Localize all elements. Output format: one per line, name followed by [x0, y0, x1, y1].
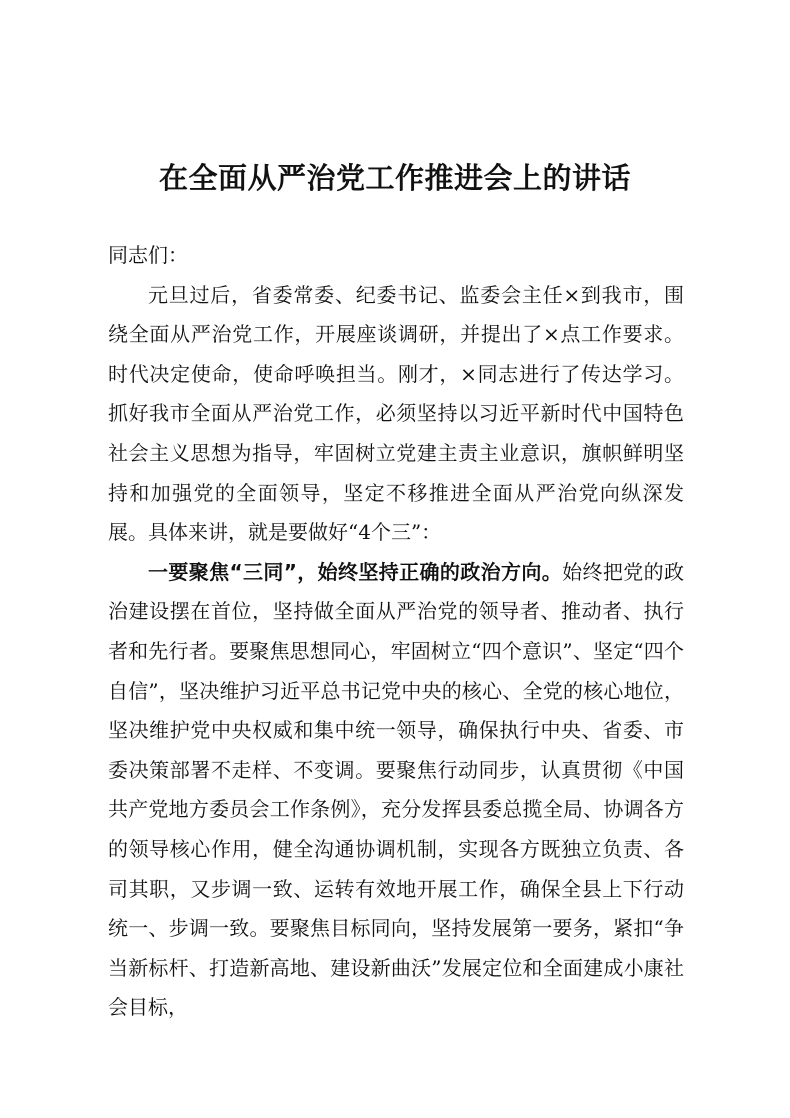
salutation: 同志们：: [108, 243, 188, 267]
paragraph-point-one-text: 始终把党的政治建设摆在首位，坚持做全面从严治党的领导者、推动者、执行者和先行者。要聚焦思想同心，牢固树立“四个意识”、坚定“四个自信”，坚决维护习近平总书记党中央的核心、全党的核心地位，坚决维护党中央权威和集中统一领导，确保执行中央、省委、市委决策部署不走样、不变调。要聚焦行动同步，认真贯彻《中国共产党地方委员会工作条例》，充分发挥县委总揽全局、协调各方的领导核心作用，健全沟通协调机制，实现各方既独立负责、各司其职，又步调一致、运转有效地开展工作，确保全县上下行动统一、步调一致。要聚焦目标同向，坚持发展第一要务，紧扣“争当新标杆、打造新高地、建设新曲沃”发展定位和全面建成小康社会目标，: [108, 559, 685, 1020]
document-title: 在全面从严治党工作推进会上的讲话: [158, 161, 631, 195]
paragraph-point-one: [108, 553, 684, 1028]
paragraph-intro: [108, 276, 684, 553]
document-body: [108, 236, 684, 1028]
paragraph-intro-text: 元旦过后，省委常委、纪委书记、监委会主任×到我市，围绕全面从严治党工作，开展座谈调研，并提出了×点工作要求。时代决定使命，使命呼唤担当。刚才，×同志进行了传达学习。抓好我市全面从严治党工作，必须坚持以习近平新时代中国特色社会主义思想为指导，牢固树立党建主责主业意识，旗帜鲜明坚持和加强党的全面领导，坚定不移推进全面从严治党向纵深发展。具体来讲，就是要做好“4个三”：: [108, 282, 684, 545]
paragraph-point-one-heading: 一要聚焦“三同”，始终坚持正确的政治方向。: [148, 559, 563, 584]
